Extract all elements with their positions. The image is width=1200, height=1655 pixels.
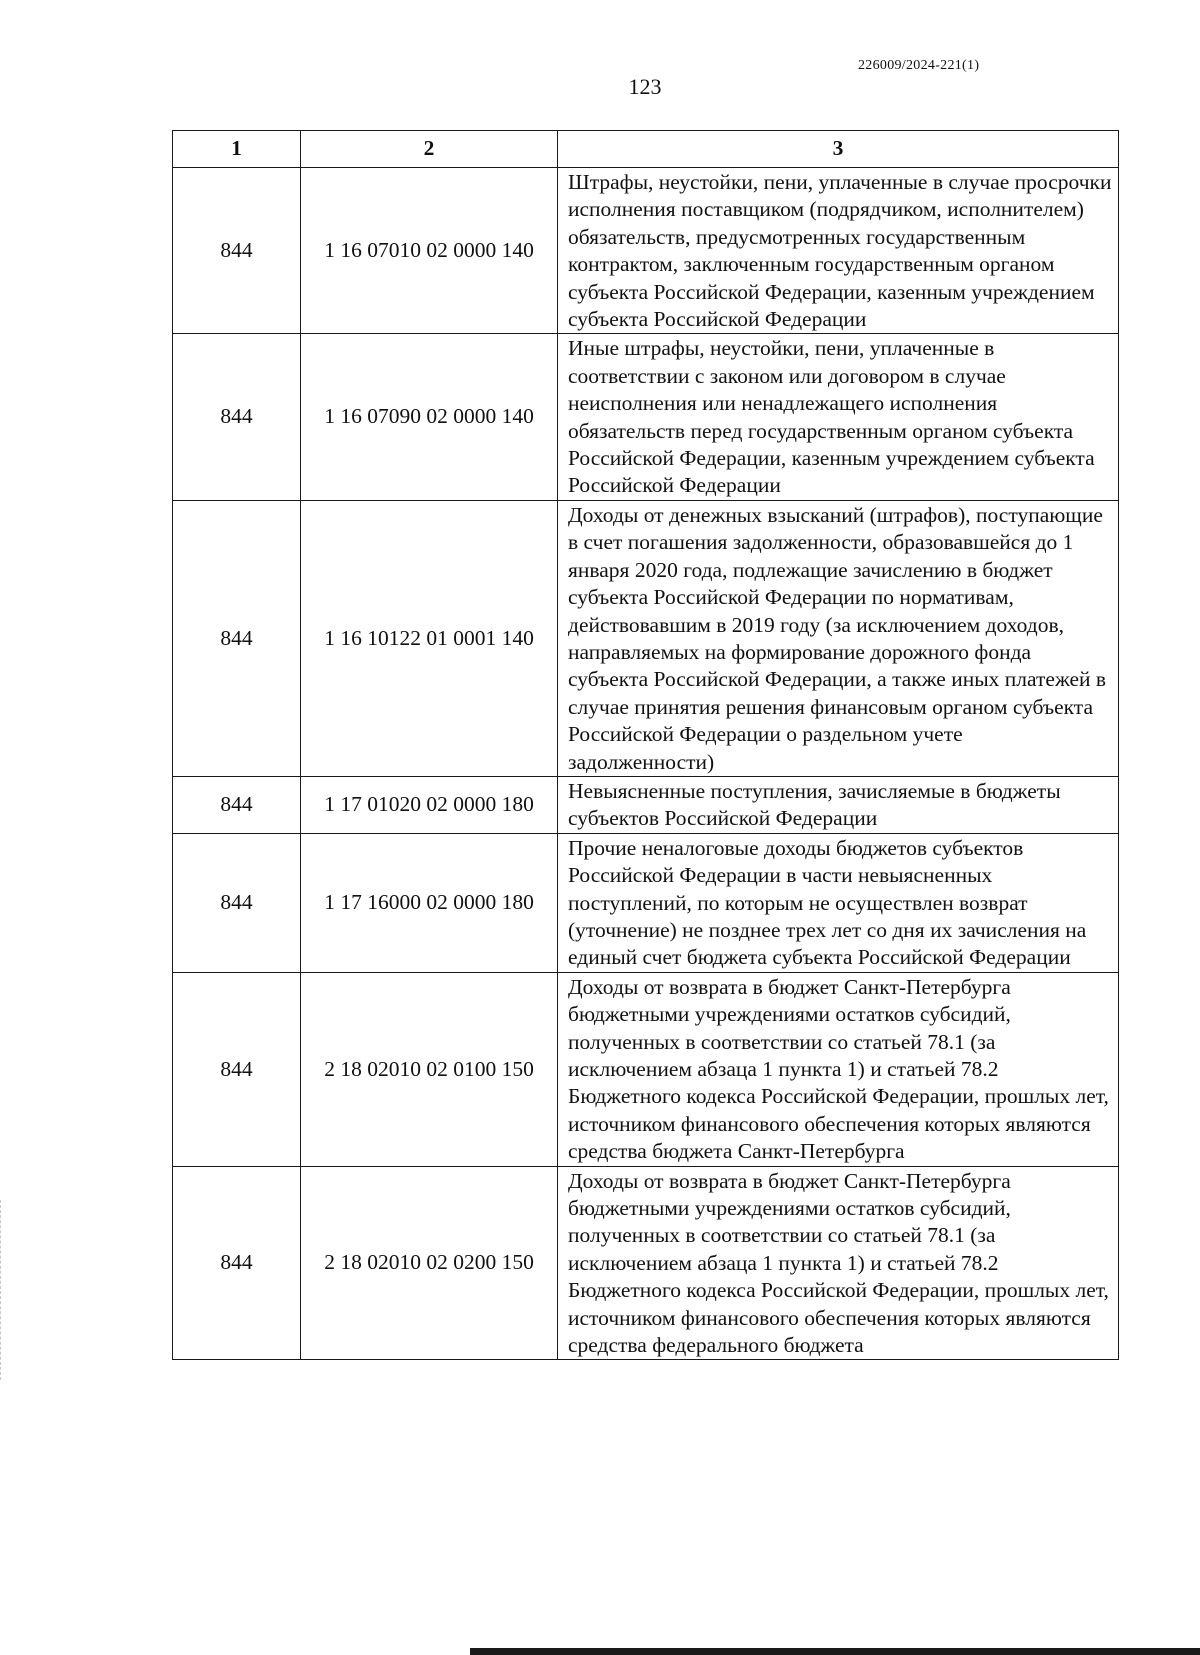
budget-codes-table bbox=[172, 130, 1119, 1360]
income-description-cell: Доходы от возврата в бюджет Санкт-Петербурга бюджетными учреждениями остатков субсидий, полученных в соответствии со статьей 78.1 (за исключением абзаца 1 пункта 1) и статьей 78.2 Бюджетного кодекса Российской Федерации, прошлых лет, источником финансового обеспечения которых являются средства федерального бюджета bbox=[558, 1166, 1119, 1360]
admin-code-cell: 844 bbox=[173, 334, 301, 500]
page-number: 123 bbox=[628, 74, 662, 99]
table-row bbox=[173, 1166, 1119, 1360]
table-row bbox=[173, 334, 1119, 500]
table-row bbox=[173, 972, 1119, 1166]
scan-bottom-edge bbox=[470, 1648, 1200, 1655]
admin-code-cell: 844 bbox=[173, 168, 301, 334]
admin-code-cell: 844 bbox=[173, 500, 301, 776]
budget-classification-code-cell: 2 18 02010 02 0200 150 bbox=[301, 1166, 558, 1360]
admin-code-cell: 844 bbox=[173, 776, 301, 833]
income-description-cell: Иные штрафы, неустойки, пени, уплаченные в соответствии с законом или договором в случае неисполнения или ненадлежащего исполнения обязательств перед государственным органом субъекта Российской Федерации, казенным учреждением субъекта Российской Федерации bbox=[558, 334, 1119, 500]
table-header-row bbox=[173, 131, 1119, 168]
budget-classification-code-cell: 1 16 07010 02 0000 140 bbox=[301, 168, 558, 334]
admin-code-cell: 844 bbox=[173, 972, 301, 1166]
scan-edge-marks bbox=[0, 1200, 4, 1380]
income-description-cell: Штрафы, неустойки, пени, уплаченные в случае просрочки исполнения поставщиком (подрядчиком, исполнителем) обязательств, предусмотренных государственным контрактом, заключенным государственным органом субъекта Российской Федерации, казенным учреждением субъекта Российской Федерации bbox=[558, 168, 1119, 334]
admin-code-cell: 844 bbox=[173, 833, 301, 972]
budget-classification-code-cell: 1 16 07090 02 0000 140 bbox=[301, 334, 558, 500]
income-description-cell: Невыясненные поступления, зачисляемые в бюджеты субъектов Российской Федерации bbox=[558, 776, 1119, 833]
admin-code-cell: 844 bbox=[173, 1166, 301, 1360]
column-header-2: 2 bbox=[301, 131, 558, 168]
document-registration-number: 226009/2024-221(1) bbox=[858, 58, 980, 73]
income-description-cell: Доходы от денежных взысканий (штрафов), поступающие в счет погашения задолженности, образовавшейся до 1 января 2020 года, подлежащие зачислению в бюджет субъекта Российской Федерации по нормативам, действовавшим в 2019 году (за исключением доходов, направляемых на формирование дорожного фонда субъекта Российской Федерации, а также иных платежей в случае принятия решения финансовым органом субъекта Российской Федерации о раздельном учете задолженности) bbox=[558, 500, 1119, 776]
column-header-1: 1 bbox=[173, 131, 301, 168]
income-description-cell: Доходы от возврата в бюджет Санкт-Петербурга бюджетными учреждениями остатков субсидий, полученных в соответствии со статьей 78.1 (за исключением абзаца 1 пункта 1) и статьей 78.2 Бюджетного кодекса Российской Федерации, прошлых лет, источником финансового обеспечения которых являются средства бюджета Санкт-Петербурга bbox=[558, 972, 1119, 1166]
budget-classification-code-cell: 2 18 02010 02 0100 150 bbox=[301, 972, 558, 1166]
budget-classification-code-cell: 1 16 10122 01 0001 140 bbox=[301, 500, 558, 776]
table-row bbox=[173, 776, 1119, 833]
budget-classification-code-cell: 1 17 16000 02 0000 180 bbox=[301, 833, 558, 972]
table-row bbox=[173, 168, 1119, 334]
income-description-cell: Прочие неналоговые доходы бюджетов субъектов Российской Федерации в части невыясненных поступлений, по которым не осуществлен возврат (уточнение) не позднее трех лет со дня их зачисления на единый счет бюджета субъекта Российской Федерации bbox=[558, 833, 1119, 972]
column-header-3: 3 bbox=[558, 131, 1119, 168]
budget-classification-code-cell: 1 17 01020 02 0000 180 bbox=[301, 776, 558, 833]
table-row bbox=[173, 500, 1119, 776]
table-row bbox=[173, 833, 1119, 972]
